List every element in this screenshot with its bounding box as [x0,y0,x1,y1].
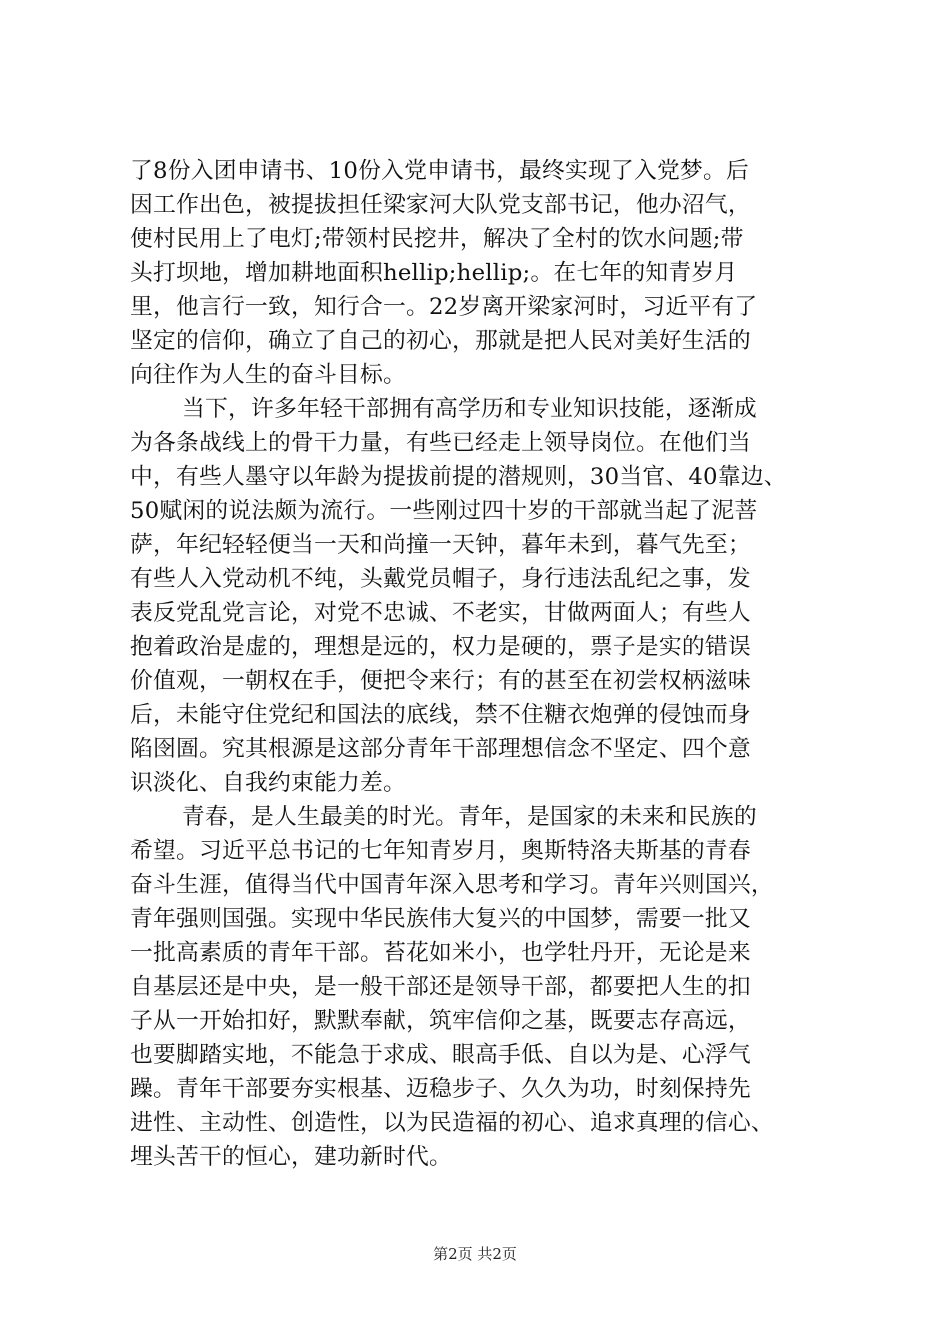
text-line: 陷囹圄。究其根源是这部分青年干部理想信念不坚定、四个意 [130,736,751,762]
text-line: 进性、主动性、创造性，以为民造福的初心、追求真理的信心、 [130,1110,774,1136]
text-line: 后，未能守住党纪和国法的底线，禁不住糖衣炮弹的侵蚀而身 [130,702,751,728]
text-line: 中，有些人墨守以年龄为提拔前提的潜规则，30当官、40靠边、 [130,464,787,490]
text-line: 价值观，一朝权在手，便把令来行；有的甚至在初尝权柄滋味 [130,668,751,694]
text-line: 头打坝地，增加耕地面积hellip;hellip;。在七年的知青岁月 [130,260,738,286]
text-line: 子从一开始扣好，默默奉献，筑牢信仰之基，既要志存高远， [130,1008,751,1034]
text-line: 希望。习近平总书记的七年知青岁月，奥斯特洛夫斯基的青春 [130,838,751,864]
text-line: 当下，许多年轻干部拥有高学历和专业知识技能，逐渐成 [182,396,757,422]
text-line: 躁。青年干部要夯实根基、迈稳步子、久久为功，时刻保持先 [130,1076,751,1102]
text-line: 自基层还是中央，是一般干部还是领导干部，都要把人生的扣 [130,974,751,1000]
text-line: 青年强则国强。实现中华民族伟大复兴的中国梦，需要一批又 [130,906,751,932]
text-line: 也要脚踏实地，不能急于求成、眼高手低、自以为是、心浮气 [130,1042,751,1068]
text-line: 坚定的信仰，确立了自己的初心，那就是把人民对美好生活的 [130,328,751,354]
text-line: 埋头苦干的恒心，建功新时代。 [130,1144,452,1170]
text-line: 使村民用上了电灯;带领村民挖井，解决了全村的饮水问题;带 [130,226,744,252]
text-line: 因工作出色，被提拔担任梁家河大队党支部书记，他办沼气， [130,192,751,218]
text-line: 萨，年纪轻轻便当一天和尚撞一天钟，暮年未到，暮气先至； [130,532,751,558]
document-body [130,154,830,1174]
text-line: 了8份入团申请书、10份入党申请书，最终实现了入党梦。后 [130,158,750,184]
text-line: 青春，是人生最美的时光。青年，是国家的未来和民族的 [182,804,757,830]
page-footer: 第2页 共2页 [433,1245,517,1263]
paragraph [130,154,830,392]
text-line: 抱着政治是虚的，理想是远的，权力是硬的，票子是实的错误 [130,634,751,660]
text-line: 为各条战线上的骨干力量，有些已经走上领导岗位。在他们当 [130,430,751,456]
text-line: 向往作为人生的奋斗目标。 [130,362,406,388]
paragraph [130,800,830,1174]
paragraph [130,392,830,800]
text-line: 50赋闲的说法颇为流行。一些刚过四十岁的干部就当起了泥菩 [130,498,758,524]
text-line: 表反党乱党言论，对党不忠诚、不老实，甘做两面人；有些人 [130,600,751,626]
text-line: 奋斗生涯，值得当代中国青年深入思考和学习。青年兴则国兴， [130,872,774,898]
text-line: 有些人入党动机不纯，头戴党员帽子，身行违法乱纪之事，发 [130,566,751,592]
text-line: 识淡化、自我约束能力差。 [130,770,406,796]
text-line: 一批高素质的青年干部。苔花如米小，也学牡丹开，无论是来 [130,940,751,966]
text-line: 里，他言行一致，知行合一。22岁离开梁家河时，习近平有了 [130,294,758,320]
